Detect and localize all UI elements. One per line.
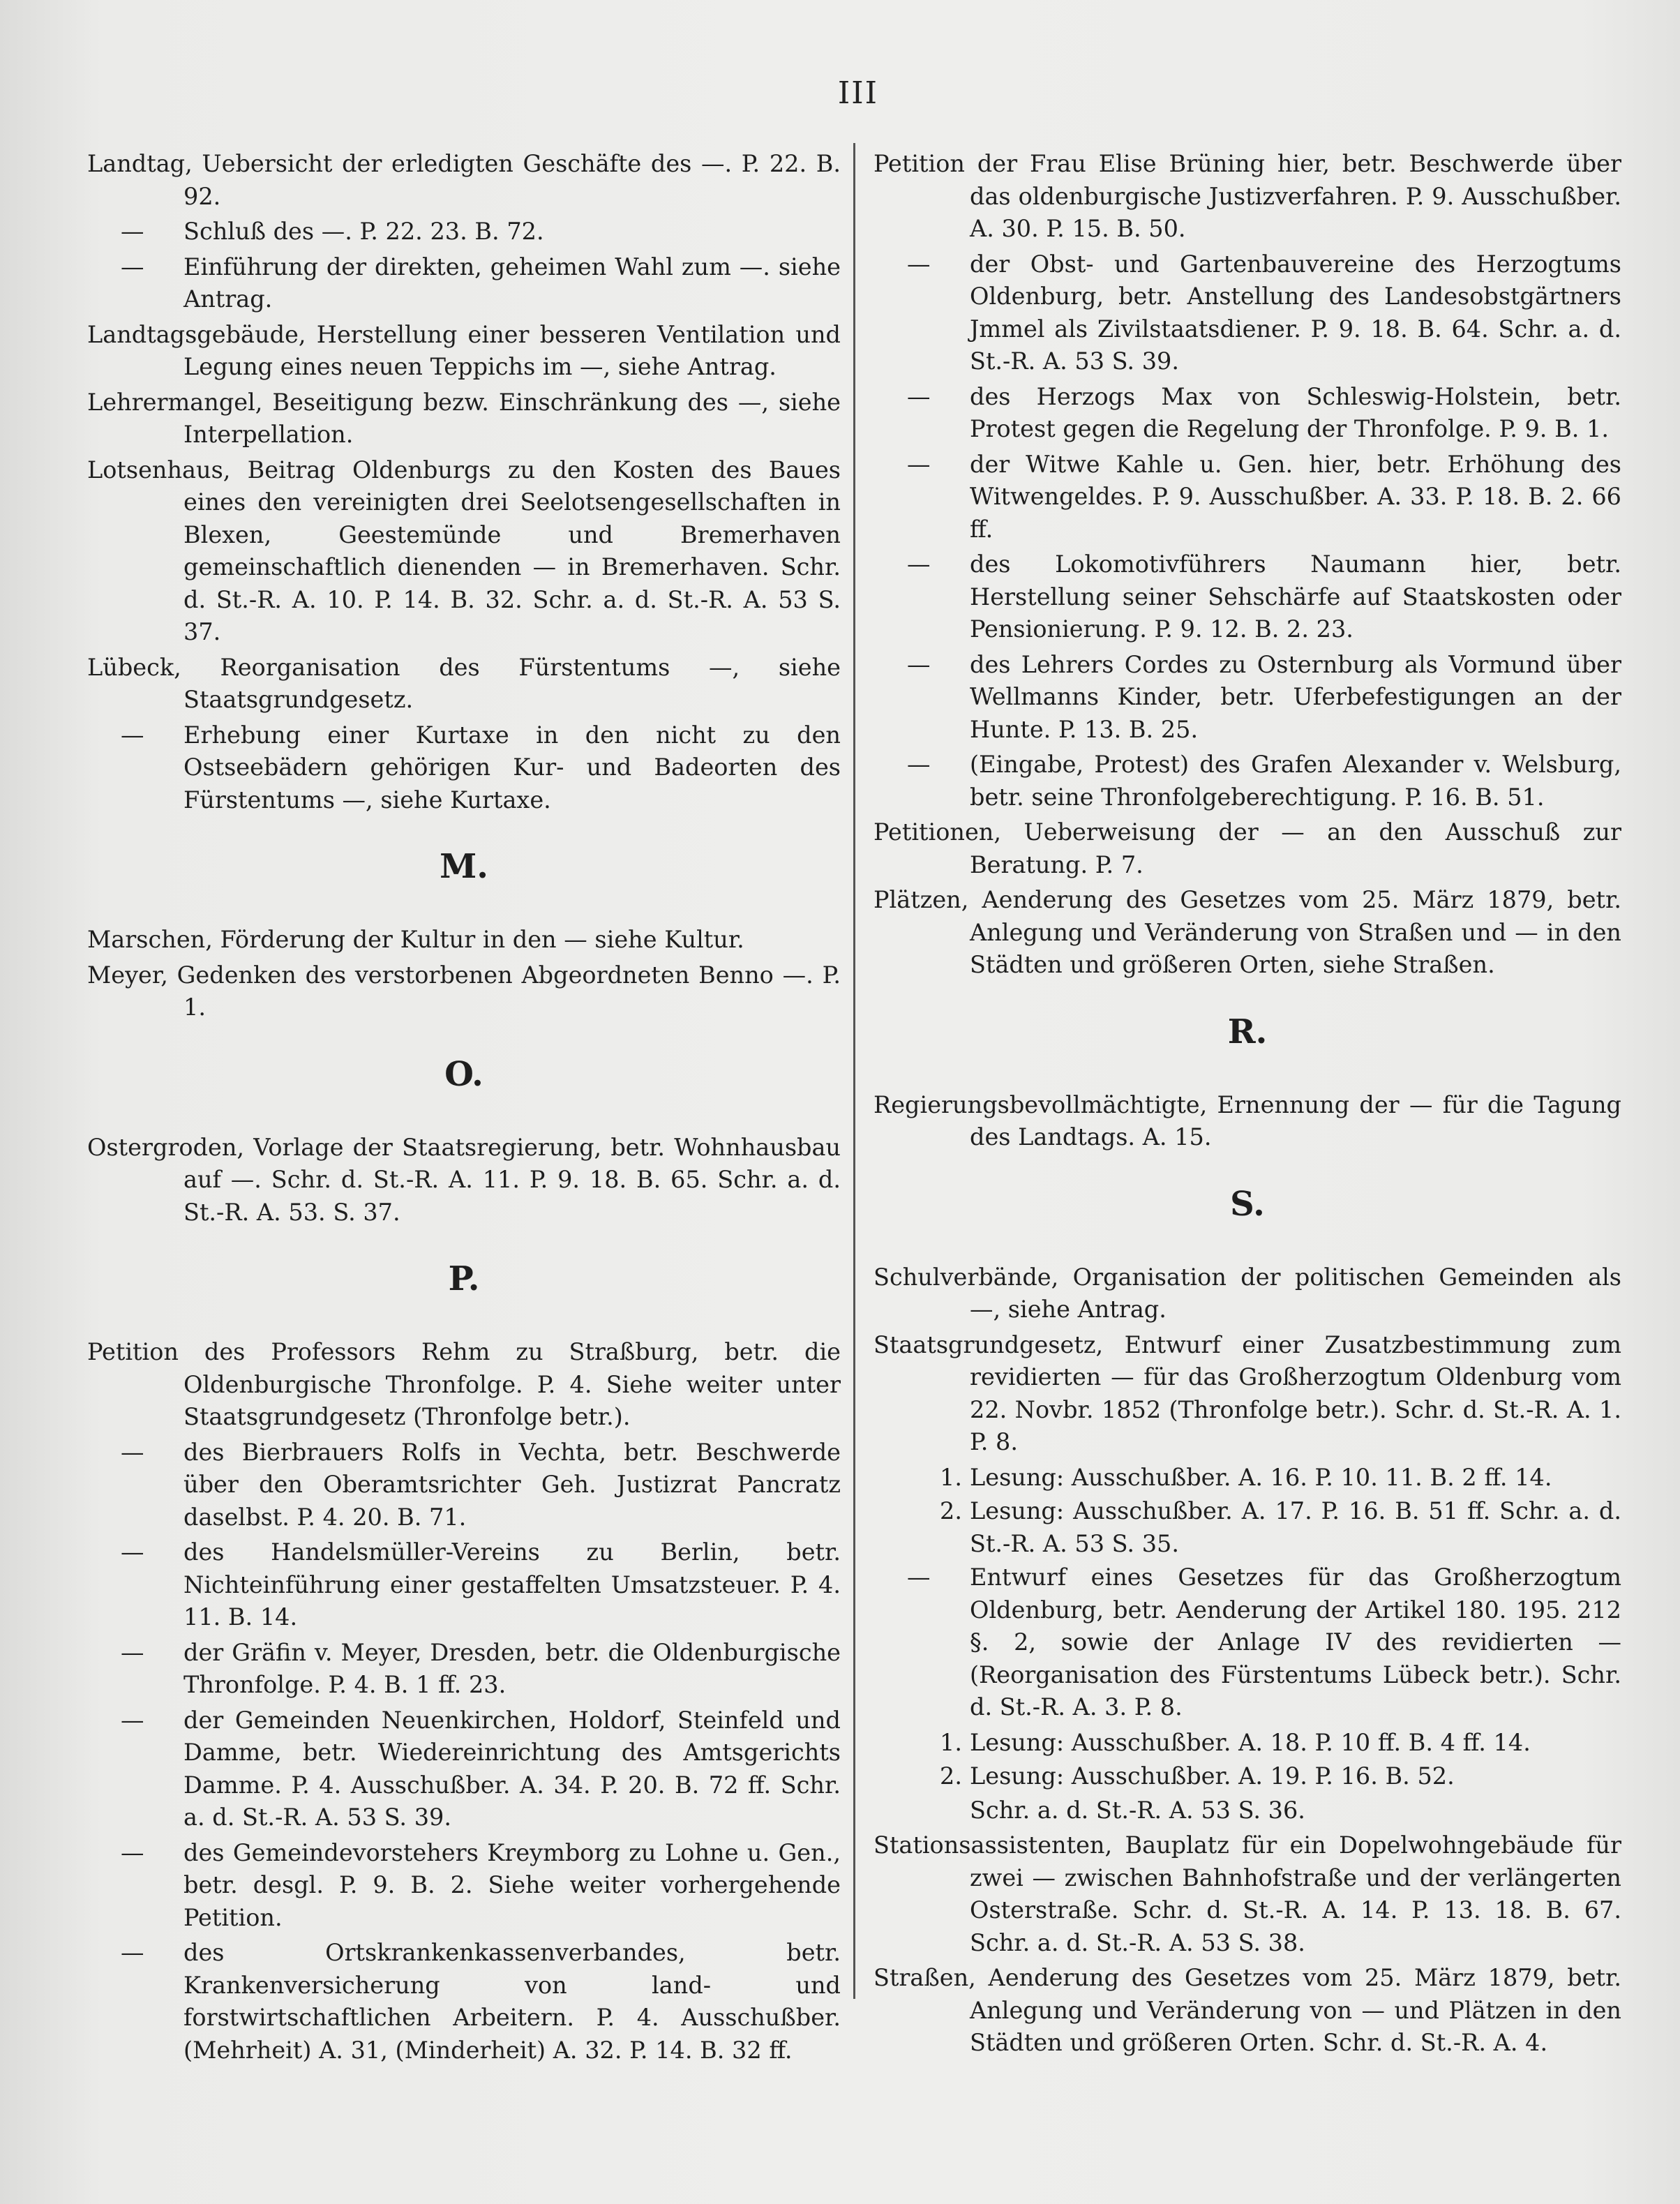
index-entry: Marschen, Förderung der Kultur in den — siehe Kultur. <box>87 926 744 953</box>
index-subentry: — Erhebung einer Kurtaxe in den nicht zu den Ostseebädern gehörigen Kur- und Badeorten des Fürstentums —, siehe Kurtaxe. <box>121 721 841 814</box>
index-subentry: — des Bierbrauers Rolfs in Vechta, betr. Beschwerde über den Oberamtsrichter Geh. Justizrat Pancratz daselbst. P. 4. 20. B. 71. <box>121 1438 841 1531</box>
index-subentry: — der Gemeinden Neuenkirchen, Holdorf, Steinfeld und Damme, betr. Wiedereinrichtung des Amtsgerichts Damme. P. 4. Ausschußber. A. 34. P. 20. B. 72 ff. Schr. a. d. St.-R. A. 53 S. 39. <box>121 1706 841 1831</box>
index-entry-landtag: Landtag, Uebersicht der erledigten Geschäfte des —. P. 22. B. 92. <box>87 150 841 210</box>
left-column <box>87 148 841 2069</box>
section-letter-m: M. <box>440 847 488 886</box>
right-column <box>873 148 1621 2062</box>
index-entry: Regierungsbevollmächtigte, Ernennung der — für die Tagung des Landtags. A. 15. <box>873 1090 1621 1150</box>
index-entry: Petitionen, Ueberweisung der — an den Ausschuß zur Beratung. P. 7. <box>873 818 1621 878</box>
index-entry-petition: Petition der Frau Elise Brüning hier, betr. Beschwerde über das oldenburgische Justizverfahren. P. 9. Ausschußber. A. 30. P. 15. B. 50. <box>873 150 1621 242</box>
index-subentry: — der Gräfin v. Meyer, Dresden, betr. die Oldenburgische Thronfolge. P. 4. B. 1 ff. 23. <box>121 1638 841 1698</box>
index-entry: Straßen, Aenderung des Gesetzes vom 25. März 1879, betr. Anlegung und Veränderung von — und Plätzen in den Städten und größeren Orten. Schr. d. St.-R. A. 4. <box>873 1964 1621 2056</box>
section-letter-s: S. <box>1230 1184 1265 1224</box>
lesung-line: 2. Lesung: Ausschußber. A. 19. P. 16. B. 52. <box>940 1762 1455 1790</box>
section-letter-p: P. <box>448 1259 480 1298</box>
index-entry: Lotsenhaus, Beitrag Oldenburgs zu den Kosten des Baues eines den vereinigten drei Seelotsengesellschaften in Blexen, Geestemünde und Bremerhaven gemeinschaftlich dienenden — in Bremerhaven. Schr. d. St.-R. A. 10. P. 14. B. 32. Schr. a. d. St.-R. A. 53 S. 37. <box>87 456 841 645</box>
index-entry: Plätzen, Aenderung des Gesetzes vom 25. März 1879, betr. Anlegung und Veränderung von Straßen und — in den Städten und größeren Orten, siehe Straßen. <box>873 886 1621 978</box>
lesung-line: 1. Lesung: Ausschußber. A. 16. P. 10. 11. B. 2 ff. 14. <box>940 1463 1552 1491</box>
index-entry: Stationsassistenten, Bauplatz für ein Dopelwohngebäude für zwei — zwischen Bahnhofstraße und der verlängerten Osterstraße. Schr. d. St.-R. A. 14. P. 13. 18. B. 67. Schr. a. d. St.-R. A. 53 S. 38. <box>873 1831 1621 1956</box>
column-divider <box>853 143 855 1999</box>
index-subentry: — der Obst- und Gartenbauvereine des Herzogtums Oldenburg, betr. Anstellung des Landesobstgärtners Jmmel als Zivilstaatsdiener. P. 9. 18. B. 64. Schr. a. d. St.-R. A. 53 S. 39. <box>907 250 1621 375</box>
index-subentry: — des Herzogs Max von Schleswig-Holstein, betr. Protest gegen die Regelung der Thronfolge. P. 9. B. 1. <box>907 382 1621 442</box>
index-subentry: — Entwurf eines Gesetzes für das Großherzogtum Oldenburg, betr. Aenderung der Artikel 180. 195. 212 §. 2, sowie der Anlage IV des revidierten — (Reorganisation des Fürstentums Lübeck betr.). Schr. d. St.-R. A. 3. P. 8. <box>907 1564 1621 1721</box>
index-subentry: — (Eingabe, Protest) des Grafen Alexander v. Welsburg, betr. seine Thronfolgeberechtigung. P. 16. B. 51. <box>907 751 1621 811</box>
lesung-line: 2. Lesung: Ausschußber. A. 17. P. 16. B. 51 ff. Schr. a. d. St.-R. A. 53 S. 35. <box>940 1497 1621 1557</box>
index-entry: Schulverbände, Organisation der politischen Gemeinden als —, siehe Antrag. <box>873 1263 1621 1323</box>
index-entry-staatsgrundgesetz: Staatsgrundgesetz, Entwurf einer Zusatzbestimmung zum revidierten — für das Großherzogtum Oldenburg vom 22. Novbr. 1852 (Thronfolge betr.). Schr. d. St.-R. A. 1. P. 8. <box>873 1330 1621 1455</box>
page-number: III <box>837 75 879 111</box>
index-subentry: — Schluß des —. P. 22. 23. B. 72. <box>121 218 544 245</box>
index-subentry: — des Ortskrankenkassenverbandes, betr. Krankenversicherung von land- und forstwirtschaftlichen Arbeitern. P. 4. Ausschußber. (Mehrheit) A. 31, (Minderheit) A. 32. P. 14. B. 32 ff. <box>121 1939 841 2064</box>
section-letter-r: R. <box>1227 1012 1268 1051</box>
index-subentry: — des Handelsmüller-Vereins zu Berlin, betr. Nichteinführung einer gestaffelten Umsatzsteuer. P. 4. 11. B. 14. <box>121 1538 841 1630</box>
index-entry-luebeck: Lübeck, Reorganisation des Fürstentums —, siehe Staatsgrundgesetz. <box>87 653 841 713</box>
index-entry-petition: Petition des Professors Rehm zu Straßburg, betr. die Oldenburgische Thronfolge. P. 4. Siehe weiter unter Staatsgrundgesetz (Thronfolge betr.). <box>87 1338 841 1430</box>
reference-line: Schr. a. d. St.-R. A. 53 S. 36. <box>970 1796 1305 1824</box>
index-subentry: — des Gemeindevorstehers Kreymborg zu Lohne u. Gen., betr. desgl. P. 9. B. 2. Siehe weiter vorhergehende Petition. <box>121 1838 841 1931</box>
index-entry: Landtagsgebäude, Herstellung einer besseren Ventilation und Legung eines neuen Teppichs im —, siehe Antrag. <box>87 320 841 380</box>
section-letter-o: O. <box>444 1054 483 1094</box>
index-subentry: — des Lehrers Cordes zu Osternburg als Vormund über Wellmanns Kinder, betr. Uferbefestigungen an der Hunte. P. 13. B. 25. <box>907 650 1621 743</box>
index-subentry: — des Lokomotivführers Naumann hier, betr. Herstellung seiner Sehschärfe auf Staatskosten oder Pensionierung. P. 9. 12. B. 2. 23. <box>907 550 1621 643</box>
lesung-line: 1. Lesung: Ausschußber. A. 18. P. 10 ff. B. 4 ff. 14. <box>940 1728 1531 1756</box>
index-entry: Meyer, Gedenken des verstorbenen Abgeordneten Benno —. P. 1. <box>87 961 841 1021</box>
index-subentry: — Einführung der direkten, geheimen Wahl zum —. siehe Antrag. <box>121 253 841 313</box>
index-entry: Lehrermangel, Beseitigung bezw. Einschränkung des —, siehe Interpellation. <box>87 388 841 448</box>
index-subentry: — der Witwe Kahle u. Gen. hier, betr. Erhöhung des Witwengeldes. P. 9. Ausschußber. A. 33. P. 18. B. 2. 66 ff. <box>907 450 1621 543</box>
index-entry: Ostergroden, Vorlage der Staatsregierung, betr. Wohnhausbau auf —. Schr. d. St.-R. A. 11. P. 9. 18. B. 65. Schr. a. d. St.-R. A. 53. S. 37. <box>87 1133 841 1226</box>
